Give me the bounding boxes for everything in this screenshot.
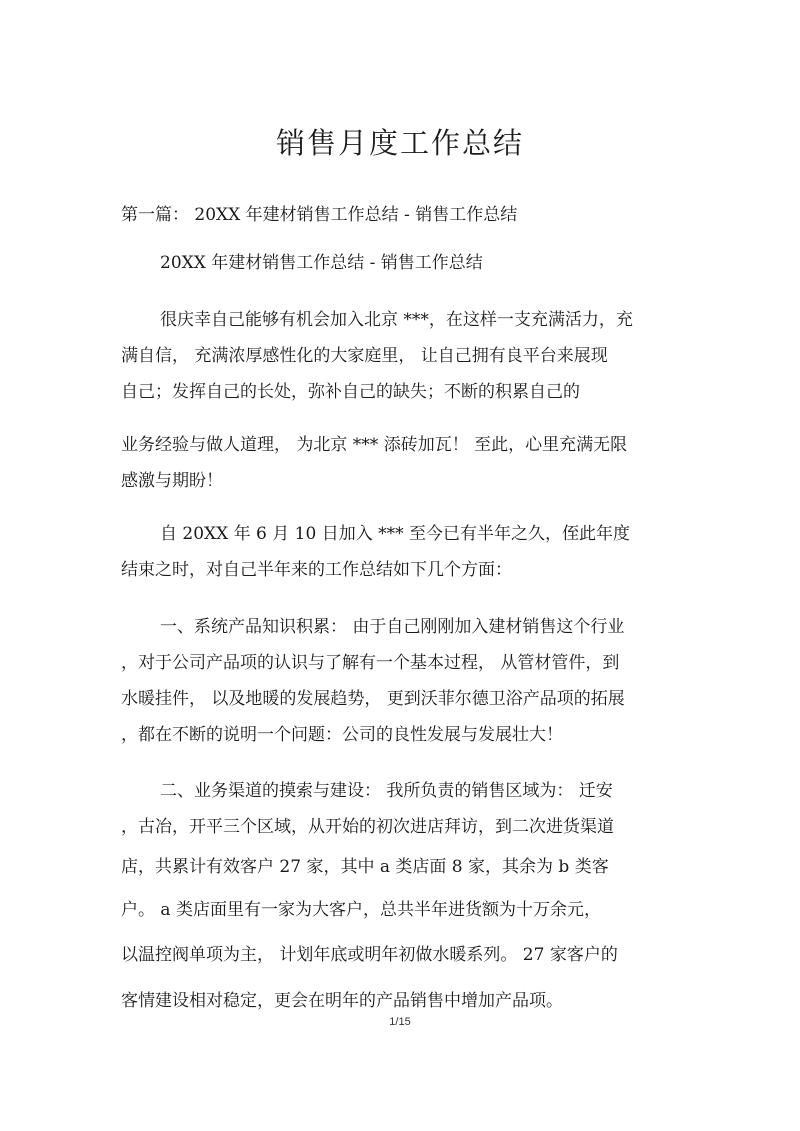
paragraph-line: ，古冶，开平三个区域，从开始的初次进店拜访，到二次进货渠道 [121,817,614,837]
paragraph-line: 感激与期盼！ [121,471,223,491]
paragraph-line: 结束之时，对自己半年来的工作总结如下几个方面： [121,560,512,580]
document-title: 销售月度工作总结 [275,126,524,160]
paragraph-line: ，对于公司产品项的认识与了解有一个基本过程， 从管材管件，到 [121,653,620,673]
paragraph-line: 店，共累计有效客户 27 家，其中 a 类店面 8 家，其余为 b 类客 [121,857,609,877]
paragraph-line: ，都在不断的说明一个问题：公司的良性发展与发展壮大！ [121,725,563,745]
section-heading: 20XX 年建材销售工作总结 - 销售工作总结 [160,253,483,273]
paragraph-line: 自己；发挥自己的长处，弥补自己的缺失；不断的积累自己的 [121,382,580,402]
paragraph-line: 二、业务渠道的摸索与建设： 我所负责的销售区域为： 迁安 [160,781,613,801]
paragraph-line: 户。 a 类店面里有一家为大客户，总共半年进货额为十万余元， [121,900,601,920]
paragraph-line: 一、系统产品知识积累： 由于自己刚刚加入建材销售这个行业 [160,617,625,637]
paragraph-line: 满自信， 充满浓厚感性化的大家庭里， 让自己拥有良平台来展现 [121,346,608,366]
paragraph-line: 水暖挂件， 以及地暖的发展趋势， 更到沃菲尔德卫浴产品项的拓展 [121,689,625,709]
paragraph-line: 很庆幸自己能够有机会加入北京 ***，在这样一支充满活力，充 [160,310,633,330]
paragraph-line: 客情建设相对稳定，更会在明年的产品销售中增加产品项。 [121,991,563,1011]
page-number: 1/15 [389,1016,411,1028]
paragraph-line: 业务经验与做人道理， 为北京 *** 添砖加瓦！ 至此，心里充满无限 [121,435,628,455]
chapter-heading: 第一篇： 20XX 年建材销售工作总结 - 销售工作总结 [121,205,518,225]
paragraph-line: 自 20XX 年 6 月 10 日加入 *** 至今已有半年之久，侄此年度 [160,524,631,544]
paragraph-line: 以温控阀单项为主， 计划年底或明年初做水暖系列。 27 家客户的 [121,945,618,965]
